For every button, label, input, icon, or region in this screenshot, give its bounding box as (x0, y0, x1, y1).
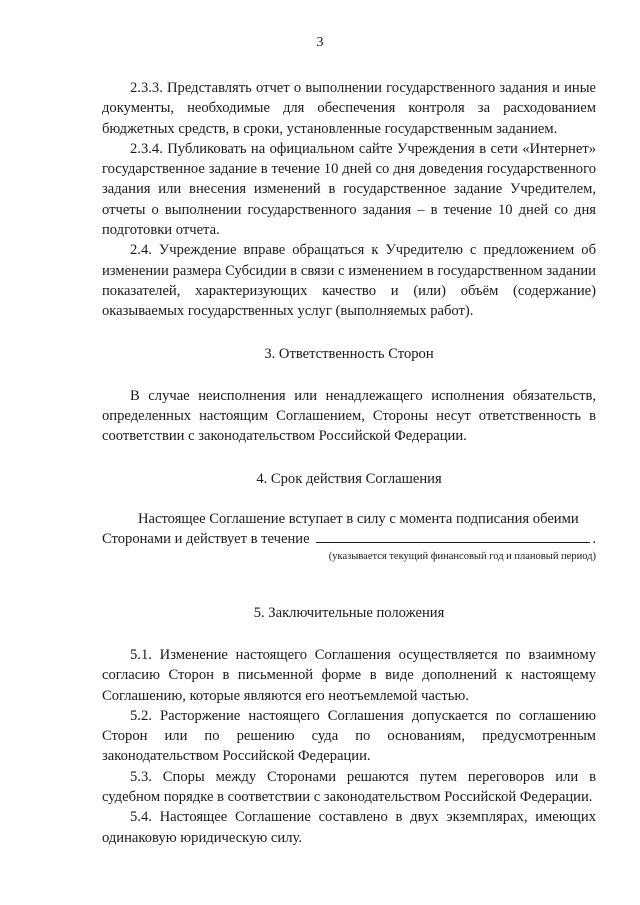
term-hint: (указывается текущий финансовый год и плановый период) (328, 550, 596, 562)
section-4-heading: 4. Срок действия Соглашения (256, 470, 442, 487)
term-line-2-text: Сторонами и действует в течение (102, 531, 310, 548)
paragraph-5-2: 5.2. Расторжение настоящего Соглашения допускается по соглашению Сторон или по решению суда по основаниям, предусмотренным законодательством Российской Федерации. (102, 707, 596, 765)
document-body (102, 78, 596, 848)
paragraph-2-3-3: 2.3.3. Представлять отчет о выполнении государственного задания и иные документы, необходимые для обеспечения контроля за расходованием бюджетных средств, в сроки, установленные государственным заданием. (102, 80, 596, 137)
term-line-2-end: . (592, 531, 596, 548)
page-number: 3 (316, 35, 324, 50)
section-3-heading: 3. Ответственность Сторон (264, 345, 434, 362)
term-blank-field (316, 530, 591, 543)
paragraph-5-1: 5.1. Изменение настоящего Соглашения осуществляется по взаимному согласию Сторон в письменной форме в виде дополнений к настоящему Соглашению, которые являются его неотъемлемой частью. (102, 646, 596, 704)
paragraph-5-3: 5.3. Споры между Сторонами решаются путем переговоров или в судебном порядке в соответствии с законодательством Российской Федерации. (102, 768, 596, 806)
paragraph-5-4: 5.4. Настоящее Соглашение составлено в двух экземплярах, имеющих одинаковую юридическую силу. (102, 809, 596, 846)
paragraph-2-3-4: 2.3.4. Публиковать на официальном сайте Учреждения в сети «Интернет» государственное задание в течение 10 дней со дня доведения государственного задания или внесения изменений в государственное задание Учредителем, отчеты о выполнении государственного задания – в течение 10 дней со дня подготовки отчета. (102, 140, 596, 239)
section-5-heading: 5. Заключительные положения (253, 604, 445, 621)
term-line-1: Настоящее Соглашение вступает в силу с момента подписания обеими (138, 511, 579, 528)
paragraph-2-4: 2.4. Учреждение вправе обращаться к Учредителю с предложением об изменении размера Субсидии в связи с изменением в государственном задании показателей, характеризующих качество и (или) объём (содержание) оказываемых государственных услуг (выполняемых работ). (102, 242, 596, 320)
paragraph-3: В случае неисполнения или ненадлежащего исполнения обязательств, определенных настоящим Соглашением, Стороны несут ответственность в соответствии с законодательством Российской Федерации. (102, 387, 596, 445)
term-line-2 (102, 529, 596, 549)
